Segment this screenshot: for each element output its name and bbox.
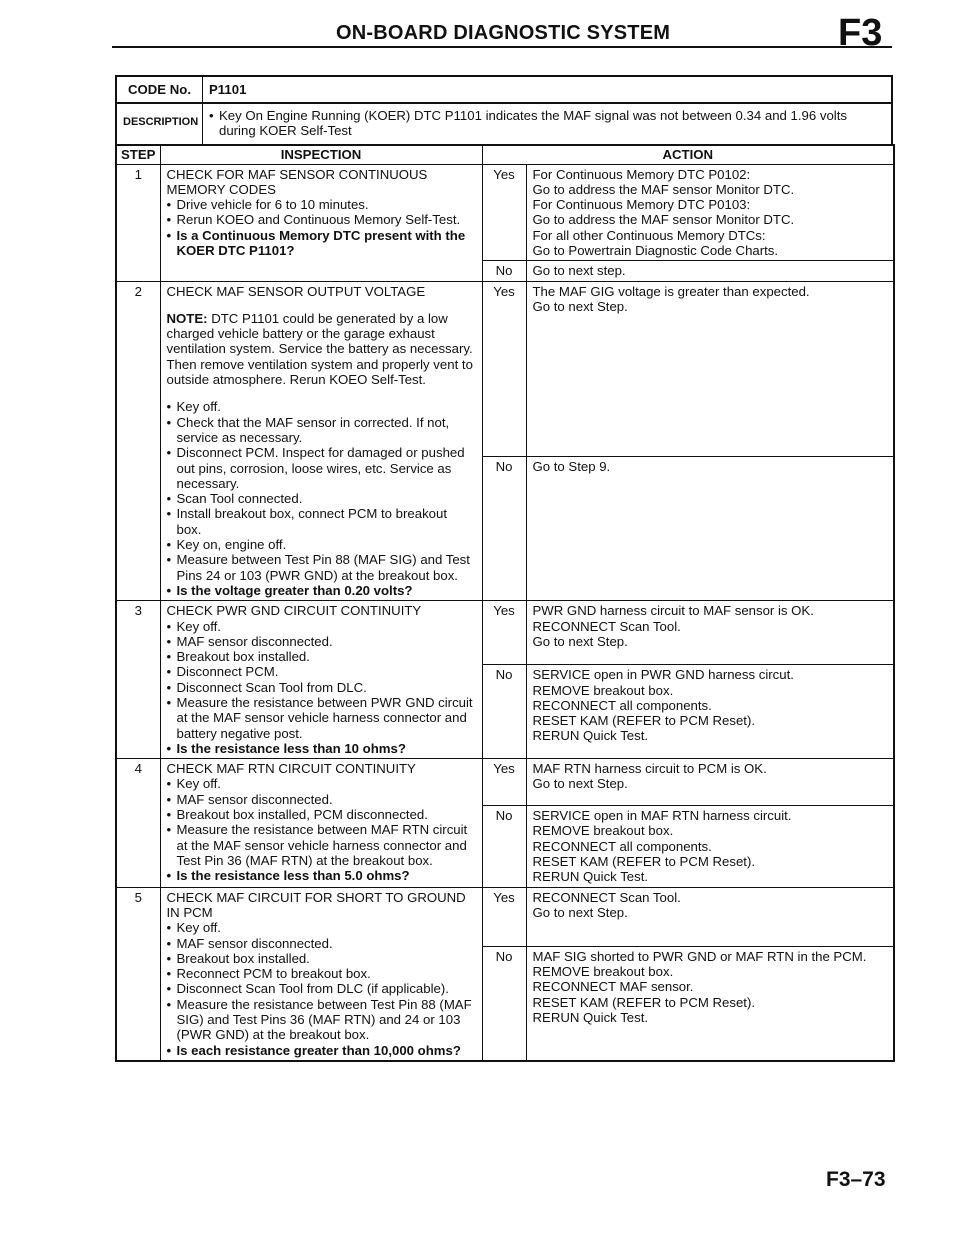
inspection-item: • Measure between Test Pin 88 (MAF SIG) and Test Pins 24 or 103 (PWR GND) at the breakout box. xyxy=(167,552,476,583)
no-label: No xyxy=(482,456,526,601)
inspection-note xyxy=(167,311,476,387)
header-rule xyxy=(112,46,892,48)
action-line: RESET KAM (REFER to PCM Reset). xyxy=(532,994,756,1010)
yes-label: Yes xyxy=(482,164,526,261)
action-line: RERUN Quick Test. xyxy=(532,869,649,885)
inspection-item: • Key off. xyxy=(167,399,476,414)
action-line: RERUN Quick Test. xyxy=(532,1009,649,1025)
inspection-title: CHECK FOR MAF SENSOR CONTINUOUS MEMORY CODES xyxy=(166,166,428,197)
no-label: No xyxy=(482,665,526,759)
inspection-question: • Is the resistance less than 5.0 ohms? xyxy=(167,868,476,883)
no-label: No xyxy=(482,806,526,887)
step-number: 3 xyxy=(116,601,160,759)
yes-label: Yes xyxy=(482,601,526,665)
inspection-item: • Rerun KOEO and Continuous Memory Self-Test. xyxy=(167,212,476,227)
inspection-item: • Check that the MAF sensor in corrected. If not, service as necessary. xyxy=(167,415,476,446)
action-line: RECONNECT MAF sensor. xyxy=(532,979,694,995)
yes-label: Yes xyxy=(482,281,526,456)
inspection-cell xyxy=(160,281,482,601)
inspection-cell xyxy=(160,887,482,1061)
code-row xyxy=(115,75,893,102)
column-header-action: ACTION xyxy=(482,145,894,164)
inspection-item: • MAF sensor disconnected. xyxy=(167,792,476,807)
action-line: For all other Continuous Memory DTCs: xyxy=(532,227,766,243)
description-line: Key On Engine Running (KOER) DTC P1101 indicates the MAF signal was not between 0.34 and 1.96 volts xyxy=(219,108,847,123)
step-row xyxy=(116,601,894,665)
inspection-list xyxy=(167,776,476,883)
page-number: F3–73 xyxy=(826,1168,886,1191)
inspection-item: • Key off. xyxy=(167,619,476,634)
action-line: Go to next Step. xyxy=(532,904,628,920)
action-line: Go to next Step. xyxy=(532,633,628,649)
yes-action xyxy=(526,601,894,665)
action-line: REMOVE breakout box. xyxy=(532,823,674,839)
action-line: Go to next Step. xyxy=(532,776,628,792)
inspection-item: • Key off. xyxy=(167,920,476,935)
inspection-table xyxy=(115,144,895,1062)
no-action xyxy=(526,946,894,1061)
action-line: RECONNECT all components. xyxy=(532,838,712,854)
description-text xyxy=(203,104,891,144)
action-line: REMOVE breakout box. xyxy=(532,682,674,698)
no-label: No xyxy=(482,946,526,1061)
description-row xyxy=(115,102,893,144)
inspection-item: • Breakout box installed. xyxy=(167,951,476,966)
action-line: RECONNECT all components. xyxy=(532,697,712,713)
inspection-item: • MAF sensor disconnected. xyxy=(167,936,476,951)
step-number: 4 xyxy=(116,759,160,887)
note-label: NOTE: xyxy=(166,310,208,326)
inspection-title: CHECK MAF CIRCUIT FOR SHORT TO GROUND IN PCM xyxy=(166,889,466,920)
inspection-item: • MAF sensor disconnected. xyxy=(167,634,476,649)
inspection-cell xyxy=(160,601,482,759)
description-line: during KOER Self-Test xyxy=(219,123,352,139)
inspection-item: • Drive vehicle for 6 to 10 minutes. xyxy=(167,197,476,212)
table-header-row xyxy=(116,145,894,164)
step-number: 2 xyxy=(116,281,160,601)
description-label: DESCRIPTION xyxy=(117,104,203,144)
action-line: RESET KAM (REFER to PCM Reset). xyxy=(532,713,756,729)
step-row xyxy=(116,887,894,946)
action-line: Go to next Step. xyxy=(532,298,628,314)
inspection-question: • Is each resistance greater than 10,000 ohms? xyxy=(167,1043,476,1058)
yes-label: Yes xyxy=(482,759,526,806)
page-title: ON-BOARD DIAGNOSTIC SYSTEM xyxy=(336,22,671,44)
note-text: DTC P1101 could be generated by a low charged vehicle battery or the garage exhaust ventilation system. Service the battery as necessary. Then remove ventilation system and properly vent to outside atmosphere. Rerun KOEO Self-Test. xyxy=(166,310,473,388)
action-line: MAF SIG shorted to PWR GND or MAF RTN in the PCM. xyxy=(532,948,867,964)
yes-action xyxy=(526,759,894,806)
inspection-item: • Disconnect PCM. Inspect for damaged or pushed out pins, corrosion, loose wires, etc. Service as necessary. xyxy=(167,445,476,491)
no-action xyxy=(526,665,894,759)
inspection-item: • Key on, engine off. xyxy=(167,537,476,552)
inspection-list xyxy=(167,399,476,598)
action-line: Go to Powertrain Diagnostic Code Charts. xyxy=(532,242,779,258)
inspection-cell xyxy=(160,759,482,887)
action-line: SERVICE open in PWR GND harness circut. xyxy=(532,667,794,683)
action-line: Go to next step. xyxy=(532,263,626,279)
action-line: For Continuous Memory DTC P0102: xyxy=(532,166,751,182)
code-label: CODE No. xyxy=(117,77,203,102)
inspection-title: CHECK PWR GND CIRCUIT CONTINUITY xyxy=(166,603,422,619)
inspection-item: • Install breakout box, connect PCM to breakout box. xyxy=(167,506,476,537)
inspection-item: • Measure the resistance between Test Pin 88 (MAF SIG) and Test Pins 36 (MAF RTN) and 24 or 103 (PWR GND) at the breakout box. xyxy=(167,997,476,1043)
action-line: Go to Step 9. xyxy=(532,458,611,474)
section-code: F3 xyxy=(838,12,883,54)
inspection-item: • Measure the resistance between PWR GND circuit at the MAF sensor vehicle harness connector and battery negative post. xyxy=(167,695,476,741)
inspection-item: • Disconnect Scan Tool from DLC (if applicable). xyxy=(167,981,476,996)
column-header-inspection: INSPECTION xyxy=(160,145,482,164)
inspection-item: • Disconnect Scan Tool from DLC. xyxy=(167,680,476,695)
action-line: RERUN Quick Test. xyxy=(532,728,649,744)
inspection-item: • Breakout box installed. xyxy=(167,649,476,664)
column-header-step: STEP xyxy=(116,145,160,164)
step-number: 1 xyxy=(116,164,160,281)
no-action xyxy=(526,806,894,887)
inspection-question: • Is a Continuous Memory DTC present with the KOER DTC P1101? xyxy=(167,228,476,259)
action-line: RECONNECT Scan Tool. xyxy=(532,618,681,634)
step-row xyxy=(116,759,894,806)
yes-action xyxy=(526,281,894,456)
step-row xyxy=(116,281,894,456)
inspection-item: • Scan Tool connected. xyxy=(167,491,476,506)
inspection-item: • Reconnect PCM to breakout box. xyxy=(167,966,476,981)
yes-action xyxy=(526,887,894,946)
no-label: No xyxy=(482,261,526,281)
steps-body xyxy=(116,164,894,1061)
inspection-item: • Breakout box installed, PCM disconnected. xyxy=(167,807,476,822)
action-line: REMOVE breakout box. xyxy=(532,963,674,979)
inspection-list xyxy=(167,920,476,1058)
step-number: 5 xyxy=(116,887,160,1061)
diagnostic-document xyxy=(115,75,893,1062)
inspection-title: CHECK MAF RTN CIRCUIT CONTINUITY xyxy=(166,761,416,777)
action-line: The MAF GIG voltage is greater than expected. xyxy=(532,283,810,299)
action-line: PWR GND harness circuit to MAF sensor is OK. xyxy=(532,603,814,619)
action-line: MAF RTN harness circuit to PCM is OK. xyxy=(532,761,767,777)
inspection-title: CHECK MAF SENSOR OUTPUT VOLTAGE xyxy=(166,283,426,299)
inspection-item: • Measure the resistance between MAF RTN circuit at the MAF sensor vehicle harness connector and Test Pin 36 (MAF RTN) at the breakout box. xyxy=(167,822,476,868)
action-line: RESET KAM (REFER to PCM Reset). xyxy=(532,854,756,870)
code-value: P1101 xyxy=(209,82,247,97)
bullet-icon: • xyxy=(209,108,214,123)
inspection-question: • Is the resistance less than 10 ohms? xyxy=(167,741,476,756)
action-line: RECONNECT Scan Tool. xyxy=(532,889,681,905)
yes-action xyxy=(526,164,894,261)
inspection-list xyxy=(167,197,476,258)
yes-label: Yes xyxy=(482,887,526,946)
inspection-list xyxy=(167,619,476,757)
inspection-cell xyxy=(160,164,482,281)
action-line: Go to address the MAF sensor Monitor DTC. xyxy=(532,181,795,197)
action-line: SERVICE open in MAF RTN harness circuit. xyxy=(532,808,792,824)
inspection-question: • Is the voltage greater than 0.20 volts? xyxy=(167,583,476,598)
inspection-item: • Disconnect PCM. xyxy=(167,664,476,679)
step-row xyxy=(116,164,894,261)
no-action xyxy=(526,261,894,281)
inspection-item: • Key off. xyxy=(167,776,476,791)
action-line: For Continuous Memory DTC P0103: xyxy=(532,197,751,213)
no-action xyxy=(526,456,894,601)
action-line: Go to address the MAF sensor Monitor DTC. xyxy=(532,212,795,228)
